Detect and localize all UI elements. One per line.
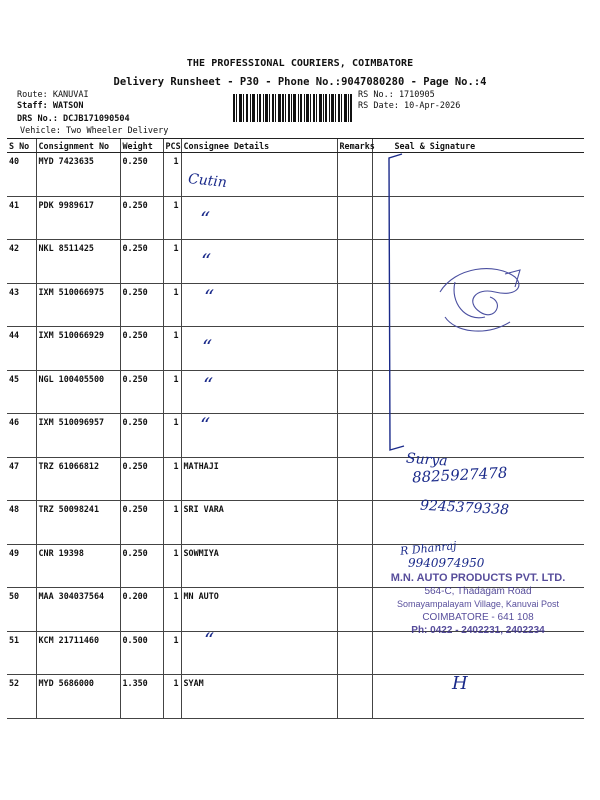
ditto-mark-45: “ [203,373,214,397]
cell-sno: 48 [7,501,36,545]
cell-sno: 47 [7,457,36,501]
cell-sno: 41 [7,196,36,240]
cell-seal-signature [372,675,584,719]
col-remarks: Remarks [337,139,372,153]
table-header-row [7,139,584,153]
cell-sno: 44 [7,327,36,371]
ditto-mark-43: “ [204,285,215,309]
cell-sno: 46 [7,414,36,458]
handwriting-r52-mark: H [452,673,468,694]
ditto-mark-41: “ [200,207,211,231]
col-pcs: PCS [163,139,181,153]
cell-consignment: IXM 510066975 [36,283,120,327]
cell-pcs: 1 [163,544,181,588]
col-sno: S No [7,139,36,153]
cell-sno: 49 [7,544,36,588]
cell-consignment: IXM 510066929 [36,327,120,371]
cell-remarks [337,283,372,327]
cell-consignment: MYD 5686000 [36,675,120,719]
cell-remarks [337,588,372,632]
stamp-line-1: M.N. AUTO PRODUCTS PVT. LTD. [390,572,566,584]
cell-weight: 1.350 [120,675,163,719]
stamp-line-5: Ph: 0422 - 2402231, 2402234 [411,625,545,636]
cell-pcs: 1 [163,327,181,371]
cell-pcs: 1 [163,283,181,327]
table-row [7,196,584,240]
drs-number: DRS No.: DCJB171090504 [17,114,130,124]
cell-remarks [337,544,372,588]
col-consignment: Consignment No [36,139,120,153]
cell-pcs: 1 [163,631,181,675]
cell-remarks [337,196,372,240]
ditto-mark-42: “ [201,249,212,273]
cell-remarks [337,675,372,719]
cell-remarks [337,327,372,371]
cell-pcs: 1 [163,153,181,197]
cell-remarks [337,501,372,545]
cell-weight: 0.250 [120,457,163,501]
signature-scribble [425,262,535,342]
rs-date: RS Date: 10-Apr-2026 [358,101,461,111]
cell-consignment: MAA 304037564 [36,588,120,632]
cell-pcs: 1 [163,370,181,414]
company-stamp [372,572,584,652]
cell-pcs: 1 [163,240,181,284]
ditto-mark-44: “ [202,335,213,359]
stamp-line-2: 564-C, Thadagam Road [424,586,532,597]
vehicle-label: Vehicle: Two Wheeler Delivery [20,126,169,136]
company-title: THE PROFESSIONAL COURIERS, COIMBATORE [186,58,414,69]
cell-consignee: SRI VARA [181,501,337,545]
handwriting-r47-name: Surya [405,450,449,470]
rs-number: RS No.: 1710905 [358,90,435,100]
cell-remarks [337,631,372,675]
cell-remarks [337,240,372,284]
handwriting-r49-phone: 9940974950 [408,556,485,570]
cell-consignment: CNR 19398 [36,544,120,588]
col-weight: Weight [120,139,163,153]
runsheet-subtitle: Delivery Runsheet - P30 - Phone No.:9047080280 - Page No.:4 [113,76,487,88]
cell-weight: 0.250 [120,544,163,588]
cell-sno: 42 [7,240,36,284]
cell-weight: 0.250 [120,153,163,197]
cell-pcs: 1 [163,675,181,719]
cell-consignee: MN AUTO [181,588,337,632]
cell-remarks [337,414,372,458]
ditto-bracket-mark [384,150,408,455]
handwriting-r48-phone: 9245379338 [419,497,510,519]
barcode [233,94,353,122]
cell-remarks [337,370,372,414]
cell-consignment: IXM 510096957 [36,414,120,458]
cell-pcs: 1 [163,588,181,632]
staff-label: Staff: WATSON [17,101,84,111]
table-row [7,370,584,414]
col-consignee: Consignee Details [181,139,337,153]
cell-consignment: NGL 100405500 [36,370,120,414]
cell-consignment: MYD 7423635 [36,153,120,197]
cell-weight: 0.500 [120,631,163,675]
stamp-line-3: Somayampalayam Village, Kanuvai Post [397,599,559,609]
cell-consignee: SYAM [181,675,337,719]
cell-remarks [337,153,372,197]
table-row [7,675,584,719]
table-row [7,414,584,458]
ditto-mark-51: “ [204,628,215,652]
cell-pcs: 1 [163,196,181,240]
cell-weight: 0.250 [120,327,163,371]
col-seal-signature: Seal & Signature [372,139,584,153]
cell-consignment: KCM 21711460 [36,631,120,675]
cell-pcs: 1 [163,414,181,458]
cell-sno: 40 [7,153,36,197]
cell-consignment: PDK 9989617 [36,196,120,240]
cell-pcs: 1 [163,501,181,545]
handwriting-r47-phone: 8825927478 [411,463,508,487]
cell-consignee: MATHAJI [181,457,337,501]
cell-sno: 52 [7,675,36,719]
cell-sno: 50 [7,588,36,632]
cell-weight: 0.250 [120,240,163,284]
cell-weight: 0.250 [120,283,163,327]
cell-weight: 0.250 [120,370,163,414]
cell-weight: 0.250 [120,501,163,545]
cell-consignment: NKL 8511425 [36,240,120,284]
cell-sno: 45 [7,370,36,414]
cell-consignment: TRZ 61066812 [36,457,120,501]
cell-consignee: SOWMIYA [181,544,337,588]
cell-sno: 51 [7,631,36,675]
cell-weight: 0.250 [120,414,163,458]
route-label: Route: KANUVAI [17,90,89,100]
stamp-line-4: COIMBATORE - 641 108 [422,612,534,623]
cell-weight: 0.250 [120,196,163,240]
table-row [7,153,584,197]
ditto-mark-46: “ [200,413,211,437]
cell-weight: 0.200 [120,588,163,632]
cell-remarks [337,457,372,501]
cell-pcs: 1 [163,457,181,501]
handwriting-r49-name: R Dhanraj [399,539,458,558]
cell-consignment: TRZ 50098241 [36,501,120,545]
cell-sno: 43 [7,283,36,327]
handwriting-cutin: Cutin [187,171,228,191]
